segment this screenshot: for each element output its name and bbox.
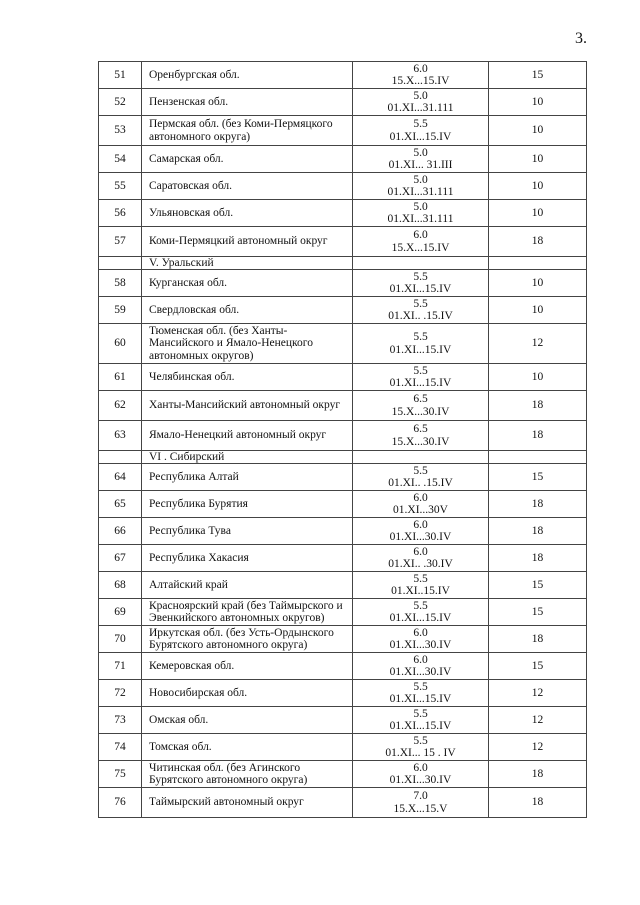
- days-value: 10: [489, 89, 587, 116]
- region-name: Оренбургская обл.: [142, 62, 353, 89]
- row-number: 74: [99, 734, 142, 761]
- days-value: 10: [489, 146, 587, 173]
- region-name: Пензенская обл.: [142, 89, 353, 116]
- region-name: Читинская обл. (без Агинского Бурятского автономного округа): [142, 761, 353, 788]
- row-number: 54: [99, 146, 142, 173]
- value: 5.5: [413, 331, 428, 343]
- row-number: 59: [99, 297, 142, 324]
- value: 5.5: [413, 464, 428, 477]
- value: 5.5: [413, 707, 428, 720]
- days-value: 10: [489, 200, 587, 227]
- days-value: 10: [489, 364, 587, 391]
- section-name: VI . Сибирский: [142, 451, 353, 464]
- table-row: [99, 464, 587, 491]
- region-name: Ульяновская обл.: [142, 200, 353, 227]
- days-value: 15: [489, 653, 587, 680]
- period: 01.XI...31.111: [387, 213, 454, 225]
- days-value: 10: [489, 116, 587, 146]
- region-name: Томская обл.: [142, 734, 353, 761]
- value-cell: [353, 599, 489, 626]
- value-cell: [353, 297, 489, 324]
- regions-table: [98, 61, 587, 818]
- value-cell: [353, 421, 489, 451]
- value: 5.0: [413, 173, 428, 186]
- period: 15.X...30.IV: [391, 405, 450, 418]
- value-cell: [353, 518, 489, 545]
- period: 01.XI.. .30.IV: [388, 558, 453, 570]
- row-number: 72: [99, 680, 142, 707]
- value-cell: [353, 270, 489, 297]
- row-number: 64: [99, 464, 142, 491]
- period: 15.X...15.V: [393, 802, 448, 815]
- days-cell: [489, 257, 587, 270]
- value: 5.5: [413, 572, 428, 585]
- period: 01.XI...30.IV: [389, 774, 452, 786]
- value: 6.0: [413, 491, 428, 504]
- period: 01.XI...15.IV: [389, 693, 452, 705]
- section-row: [99, 451, 587, 464]
- table-row: [99, 572, 587, 599]
- value-cell: [353, 324, 489, 364]
- value: 6.0: [413, 761, 428, 774]
- period: 01.XI...30.IV: [389, 639, 452, 651]
- days-value: 18: [489, 626, 587, 653]
- value: 5.0: [413, 200, 428, 213]
- period: 01.XI...15.IV: [389, 283, 452, 295]
- value-cell: [353, 89, 489, 116]
- table-row: [99, 227, 587, 257]
- table-row: [99, 116, 587, 146]
- row-number: 73: [99, 707, 142, 734]
- days-value: 18: [489, 227, 587, 257]
- period: 01.XI...30V: [393, 504, 448, 516]
- days-value: 15: [489, 62, 587, 89]
- value: 5.5: [413, 734, 428, 747]
- days-value: 18: [489, 518, 587, 545]
- row-number: 70: [99, 626, 142, 653]
- value-cell: [353, 451, 489, 464]
- row-number: 76: [99, 788, 142, 818]
- value: 5.5: [413, 364, 428, 377]
- table-row: [99, 761, 587, 788]
- row-number: 63: [99, 421, 142, 451]
- table-row: [99, 324, 587, 364]
- row-number-cell: [99, 257, 142, 270]
- region-name: Омская обл.: [142, 707, 353, 734]
- days-value: 18: [489, 391, 587, 421]
- value: 6.0: [413, 626, 428, 639]
- days-value: 18: [489, 761, 587, 788]
- value: 5.5: [413, 680, 428, 693]
- table-row: [99, 626, 587, 653]
- days-cell: [489, 451, 587, 464]
- region-name: Ханты-Мансийский автономный округ: [142, 391, 353, 421]
- row-number: 67: [99, 545, 142, 572]
- days-value: 15: [489, 464, 587, 491]
- period: 01.XI..15.IV: [391, 585, 450, 597]
- value-cell: [353, 227, 489, 257]
- table-row: [99, 391, 587, 421]
- table-row: [99, 146, 587, 173]
- region-name: Самарская обл.: [142, 146, 353, 173]
- value: 5.0: [413, 89, 428, 102]
- row-number: 56: [99, 200, 142, 227]
- row-number: 58: [99, 270, 142, 297]
- value: 6.0: [413, 545, 428, 558]
- value-cell: [353, 761, 489, 788]
- region-name: Коми-Пермяцкий автономный округ: [142, 227, 353, 257]
- value: 6.0: [413, 653, 428, 666]
- value-cell: [353, 62, 489, 89]
- region-name: Красноярский край (без Таймырского и Эвенкийского автономных округов): [142, 599, 353, 626]
- table-row: [99, 491, 587, 518]
- region-name: Кемеровская обл.: [142, 653, 353, 680]
- value-cell: [353, 545, 489, 572]
- region-name: Тюменская обл. (без Ханты-Мансийского и Ямало-Ненецкого автономных округов): [142, 324, 353, 364]
- table-row: [99, 788, 587, 818]
- period: 01.XI... 15 . IV: [385, 747, 456, 759]
- value-cell: [353, 200, 489, 227]
- row-number: 55: [99, 173, 142, 200]
- region-name: Алтайский край: [142, 572, 353, 599]
- value: 6.5: [413, 393, 428, 405]
- row-number-cell: [99, 451, 142, 464]
- region-name: Челябинская обл.: [142, 364, 353, 391]
- region-name: Республика Хакасия: [142, 545, 353, 572]
- period: 15.X...15.IV: [391, 75, 450, 87]
- days-value: 15: [489, 572, 587, 599]
- period: 01.XI.. .15.IV: [388, 310, 453, 322]
- table-row: [99, 734, 587, 761]
- period: 01.XI...30.IV: [389, 531, 452, 543]
- value: 6.0: [413, 229, 428, 241]
- value: 5.5: [413, 270, 428, 283]
- days-value: 18: [489, 788, 587, 818]
- table-row: [99, 62, 587, 89]
- days-value: 10: [489, 173, 587, 200]
- value-cell: [353, 173, 489, 200]
- value-cell: [353, 788, 489, 818]
- value-cell: [353, 146, 489, 173]
- table-row: [99, 707, 587, 734]
- value-cell: [353, 626, 489, 653]
- value: 5.5: [413, 599, 428, 612]
- days-value: 18: [489, 545, 587, 572]
- value: 6.0: [413, 62, 428, 75]
- table-row: [99, 421, 587, 451]
- period: 01.XI...15.IV: [389, 343, 452, 356]
- row-number: 65: [99, 491, 142, 518]
- days-value: 15: [489, 599, 587, 626]
- period: 15.X...30.IV: [391, 435, 450, 448]
- region-name: Саратовская обл.: [142, 173, 353, 200]
- section-name: V. Уральский: [142, 257, 353, 270]
- region-name: Курганская обл.: [142, 270, 353, 297]
- table-row: [99, 173, 587, 200]
- region-name: Республика Алтай: [142, 464, 353, 491]
- period: 01.XI...15.IV: [389, 377, 452, 389]
- period: 01.XI...31.111: [387, 186, 454, 198]
- row-number: 71: [99, 653, 142, 680]
- value: 5.5: [413, 297, 428, 310]
- row-number: 75: [99, 761, 142, 788]
- table-row: [99, 297, 587, 324]
- days-value: 18: [489, 421, 587, 451]
- value-cell: [353, 734, 489, 761]
- row-number: 69: [99, 599, 142, 626]
- value: 5.5: [413, 118, 428, 130]
- value-cell: [353, 572, 489, 599]
- table-row: [99, 680, 587, 707]
- value-cell: [353, 707, 489, 734]
- value: 6.0: [413, 518, 428, 531]
- regions-table-body: [99, 62, 587, 818]
- value-cell: [353, 116, 489, 146]
- row-number: 66: [99, 518, 142, 545]
- days-value: 12: [489, 707, 587, 734]
- days-value: 18: [489, 491, 587, 518]
- region-name: Республика Бурятия: [142, 491, 353, 518]
- value-cell: [353, 491, 489, 518]
- period: 01.XI.. .15.IV: [388, 477, 453, 489]
- table-row: [99, 599, 587, 626]
- row-number: 62: [99, 391, 142, 421]
- region-name: Свердловская обл.: [142, 297, 353, 324]
- region-name: Таймырский автономный округ: [142, 788, 353, 818]
- region-name: Новосибирская обл.: [142, 680, 353, 707]
- table-row: [99, 545, 587, 572]
- period: 01.XI...15.IV: [389, 612, 452, 624]
- table-row: [99, 270, 587, 297]
- value: 5.0: [413, 146, 428, 159]
- days-value: 10: [489, 297, 587, 324]
- days-value: 12: [489, 680, 587, 707]
- value-cell: [353, 653, 489, 680]
- page-number: 3.: [575, 30, 587, 47]
- row-number: 52: [99, 89, 142, 116]
- table-row: [99, 518, 587, 545]
- value-cell: [353, 364, 489, 391]
- value-cell: [353, 391, 489, 421]
- value-cell: [353, 464, 489, 491]
- table-row: [99, 364, 587, 391]
- row-number: 57: [99, 227, 142, 257]
- table-row: [99, 89, 587, 116]
- value: 6.5: [413, 423, 428, 435]
- row-number: 60: [99, 324, 142, 364]
- period: 15.X...15.IV: [391, 241, 450, 254]
- row-number: 68: [99, 572, 142, 599]
- region-name: Республика Тува: [142, 518, 353, 545]
- value-cell: [353, 257, 489, 270]
- period: 01.XI...15.IV: [389, 720, 452, 732]
- table-row: [99, 200, 587, 227]
- row-number: 51: [99, 62, 142, 89]
- period: 01.XI...30.IV: [389, 666, 452, 678]
- region-name: Ямало-Ненецкий автономный округ: [142, 421, 353, 451]
- row-number: 53: [99, 116, 142, 146]
- period: 01.XI...15.IV: [389, 130, 452, 143]
- table-row: [99, 653, 587, 680]
- row-number: 61: [99, 364, 142, 391]
- value: 7.0: [413, 790, 428, 802]
- days-value: 10: [489, 270, 587, 297]
- value-cell: [353, 680, 489, 707]
- days-value: 12: [489, 734, 587, 761]
- period: 01.XI... 31.III: [388, 159, 453, 171]
- days-value: 12: [489, 324, 587, 364]
- region-name: Иркутская обл. (без Усть-Ордынского Бурятского автономного округа): [142, 626, 353, 653]
- period: 01.XI...31.111: [387, 102, 454, 114]
- region-name: Пермская обл. (без Коми-Пермяцкого автономного округа): [142, 116, 353, 146]
- section-row: [99, 257, 587, 270]
